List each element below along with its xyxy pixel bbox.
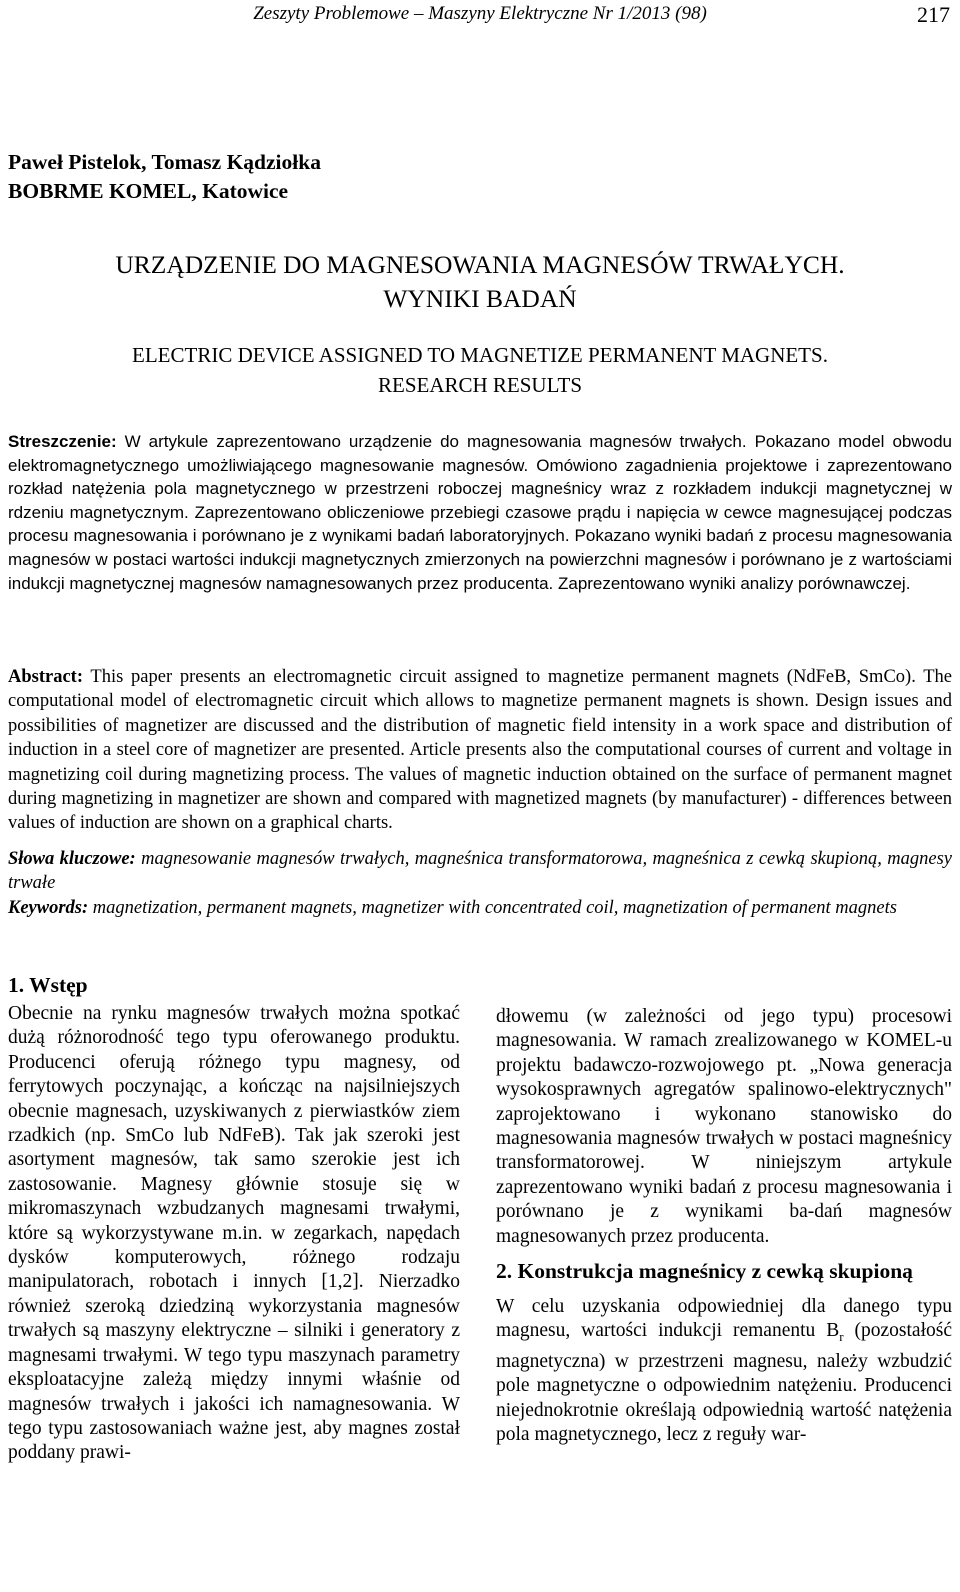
keywords-polish-label: Słowa kluczowe:	[8, 849, 136, 869]
title-english-line2: RESEARCH RESULTS	[377, 373, 583, 397]
author-affiliation: BOBRME KOMEL, Katowice	[8, 179, 289, 203]
section-2-paragraph	[496, 1295, 952, 1447]
section-2-text-start: W celu uzyskania odpowiedniej dla danego typu magnesu, wartości indukcji remanentu B	[496, 1296, 952, 1342]
section-2-text-end: (pozostałość magnetyczna) w przestrzeni magnesu, należy wzbudzić pole magnetyczne o odpowiednim natężeniu. Producenci niejednokrotnie określają odpowiednią wartość natężenia pola magnetycznego, lecz z reguły war-	[496, 1320, 952, 1445]
abstract-polish	[8, 430, 952, 595]
left-column	[8, 970, 460, 1466]
keywords-english	[8, 896, 952, 920]
abstract-english-text: This paper presents an electromagnetic circuit assigned to magnetize permanent magnets (NdFeB, SmCo). The computational model of electromagnetic circuit which allows to magnetize permanent magnets is shown. Design issues and possibilities of magnetizer are discussed and the distribution of magnetic field intensity in a work space and distribution of induction in a steel core of magnetizer are presented. Article presents also the computational courses of current and voltage in magnetizing coil during magnetizing process. The values of magnetic induction obtained on the surface of permanent magnet during magnetizing in magnetizer are shown and compared with magnetized magnets (by manufacturer) - differences between values of induction are shown on a graphical charts.	[8, 667, 952, 834]
title-polish-line2: WYNIKI BADAŃ	[383, 284, 577, 313]
keywords-block	[8, 847, 952, 920]
keywords-polish	[8, 847, 952, 896]
title-english-line1: ELECTRIC DEVICE ASSIGNED TO MAGNETIZE PERMANENT MAGNETS.	[132, 343, 828, 367]
author-block	[8, 148, 321, 206]
section-1-heading: 1. Wstęp	[8, 973, 88, 997]
remanence-subscript: r	[839, 1329, 844, 1345]
keywords-polish-text: magnesowanie magnesów trwałych, magneśnica transformatorowa, magneśnica z cewką skupioną, magnesy trwałe	[8, 849, 952, 894]
right-column	[496, 1005, 952, 1447]
abstract-english	[8, 665, 952, 836]
section-2-heading: 2. Konstrukcja magneśnicy z cewką skupioną	[496, 1259, 913, 1284]
journal-header: Zeszyty Problemowe – Maszyny Elektryczne Nr 1/2013 (98)	[253, 3, 707, 24]
section-1-paragraph-continued: dłowemu (w zależności od jego typu) procesowi magnesowania. W ramach zrealizowanego w KOMEL-u projektu badawczo-rozwojowego pt. „Nowa generacja wysokosprawnych agregatów spalinowo-elektrycznych" zaprojektowano i wykonano stanowisko do magnesowania magnesów trwałych w postaci magneśnicy transformatorowej. W niniejszym artykule zaprezentowano wyniki badań z procesu magnesowania i porównano je z wynikami ba-dań magnesów magnesowanych przez producenta.	[496, 1006, 952, 1247]
keywords-english-text: magnetization, permanent magnets, magnetizer with concentrated coil, magnetization of permanent magnets	[88, 897, 897, 918]
section-1-paragraph: Obecnie na rynku magnesów trwałych można spotkać dużą różnorodność tego typu oferowanego produktu. Producenci oferują różnego typu magnesy, od ferrytowych poczynając, a kończąc na najsilniejszych obecnie magnesach, uzyskiwanych z pierwiastków ziem rzadkich (np. SmCo lub NdFeB). Tak jak szeroki jest asortyment magnesów, tak samo szerokie jest ich zastosowanie. Magnesy głównie stosuje się w mikromaszynach wzbudzanych magnesami trwałymi, które są wykorzystywane m.in. w zegarkach, napędach dysków komputerowych, różnego rodzaju manipulatorach, robotach i innych [1,2]. Nierzadko również szeroką dziedziną wykorzystania magnesów trwałych są maszyny elektryczne – silniki i generatory z magnesami trwałymi. W tego typu maszynach parametry eksploatacyjne zależą między innymi właśnie od magnesów trwałych i jakości ich namagnesowania. W tego typu zastosowaniach ważne jest, aby magnes został poddany prawi-	[8, 1003, 460, 1464]
title-english	[0, 340, 960, 400]
author-names: Paweł Pistelok, Tomasz Kądziołka	[8, 150, 321, 174]
page-number: 217	[917, 2, 950, 27]
abstract-polish-label: Streszczenie:	[8, 432, 117, 451]
title-polish	[0, 248, 960, 316]
abstract-polish-text: W artykule zaprezentowano urządzenie do magnesowania magnesów trwałych. Pokazano model obwodu elektromagnetycznego umożliwiającego magnesowanie magnesów. Omówiono zagadnienia projektowe i zaprezentowano rozkład natężenia pola magnetycznego w przestrzeni roboczej magneśnicy wraz z rozkładem indukcji magnetycznej w rdzeniu magnetycznym. Zaprezentowano obliczeniowe przebiegi czasowe prądu i napięcia w cewce magnesującej podczas procesu magnesowania i porównano je z wynikami badań laboratoryjnych. Pokazano wyniki badań z procesu magnesowania magnesów w postaci wartości indukcji magnetycznych zmierzonych na powierzchni magnesów i porównano je z wartościami indukcji magnetycznej magnesów namagnesowanych przez producenta. Zaprezentowano wyniki analizy porównawczej.	[8, 432, 952, 593]
title-polish-line1: URZĄDZENIE DO MAGNESOWANIA MAGNESÓW TRWAŁYCH.	[115, 250, 845, 279]
abstract-english-label: Abstract:	[8, 667, 84, 687]
keywords-english-label: Keywords:	[8, 897, 89, 918]
